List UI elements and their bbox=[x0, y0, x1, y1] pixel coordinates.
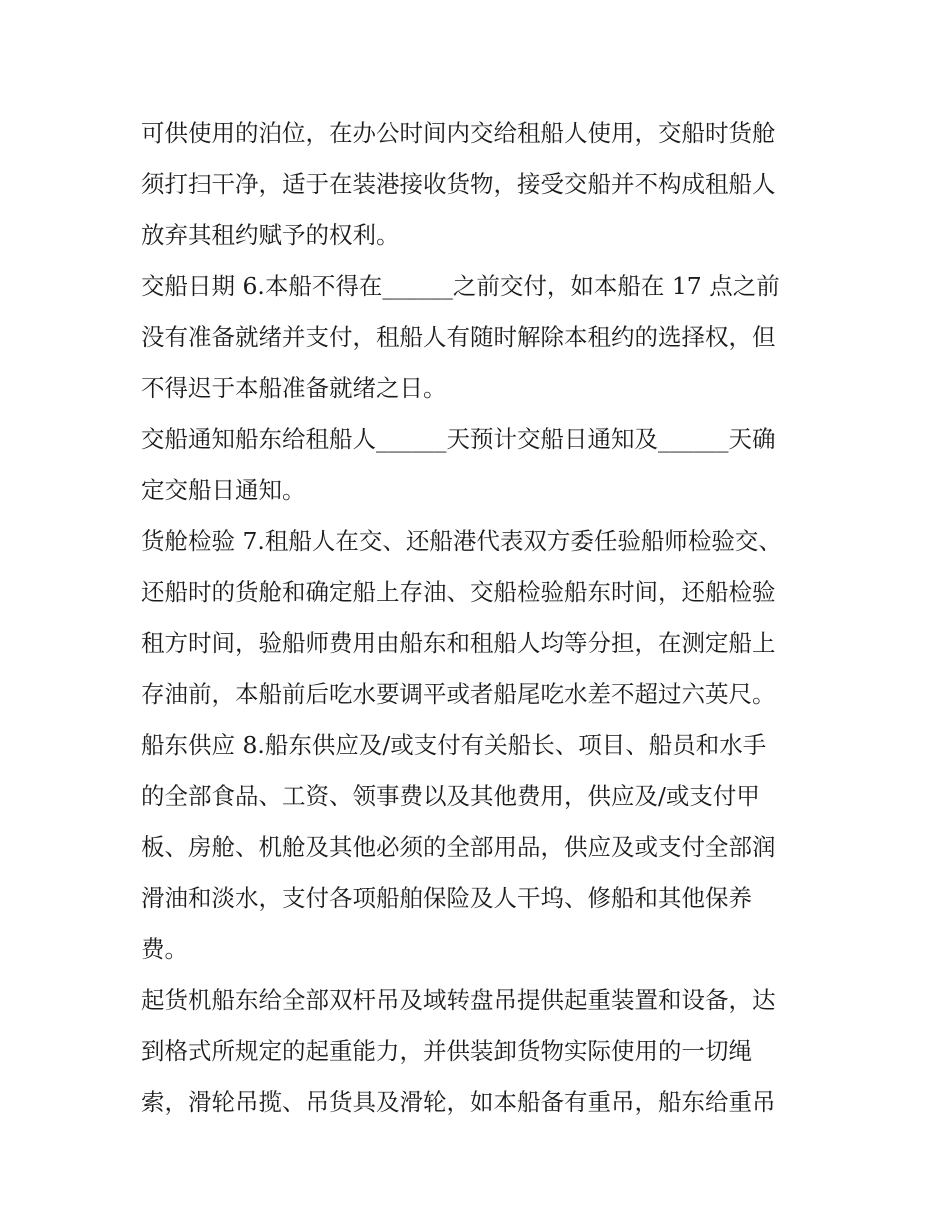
text-line: 存油前，本船前后吃水要调平或者船尾吃水差不超过六英尺。 bbox=[141, 680, 776, 708]
text-line: 放弃其租约赋予的权利。 bbox=[141, 221, 400, 249]
text-line: 还船时的货舱和确定船上存油、交船检验船东时间，还船检验 bbox=[141, 578, 776, 606]
text-line: 可供使用的泊位，在办公时间内交给租船人使用，交船时货舱 bbox=[141, 119, 776, 147]
text-line: 租方时间，验船师费用由船东和租船人均等分担，在测定船上 bbox=[141, 629, 776, 657]
text-line: 定交船日通知。 bbox=[141, 476, 306, 504]
text-line: 交船通知船东给租船人______天预计交船日通知及______天确 bbox=[141, 425, 776, 453]
text-line: 索，滑轮吊揽、吊货具及滑轮，如本船备有重吊，船东给重吊 bbox=[141, 1088, 776, 1116]
text-line: 船东供应 8.船东供应及/或支付有关船长、项目、船员和水手 bbox=[141, 731, 767, 759]
text-line: 板、房舱、机舱及其他必须的全部用品，供应及或支付全部润 bbox=[141, 833, 776, 861]
contract-text bbox=[141, 108, 821, 1128]
text-line: 须打扫干净，适于在装港接收货物，接受交船并不构成租船人 bbox=[141, 170, 776, 198]
text-line: 的全部食品、工资、领事费以及其他费用，供应及/或支付甲 bbox=[141, 782, 760, 810]
text-line: 货舱检验 7.租船人在交、还船港代表双方委任验船师检验交、 bbox=[141, 527, 782, 555]
text-line: 滑油和淡水，支付各项船舶保险及人干坞、修船和其他保养 bbox=[141, 884, 752, 912]
text-line: 交船日期 6.本船不得在______之前交付，如本船在 17 点之前 bbox=[141, 272, 780, 300]
text-line: 不得迟于本船准备就绪之日。 bbox=[141, 374, 447, 402]
text-line: 起货机船东给全部双杆吊及域转盘吊提供起重装置和设备，达 bbox=[141, 986, 776, 1014]
text-line: 没有准备就绪并支付，租船人有随时解除本租约的选择权，但 bbox=[141, 323, 776, 351]
text-line: 到格式所规定的起重能力，并供装卸货物实际使用的一切绳 bbox=[141, 1037, 752, 1065]
text-line: 费。 bbox=[141, 935, 188, 963]
